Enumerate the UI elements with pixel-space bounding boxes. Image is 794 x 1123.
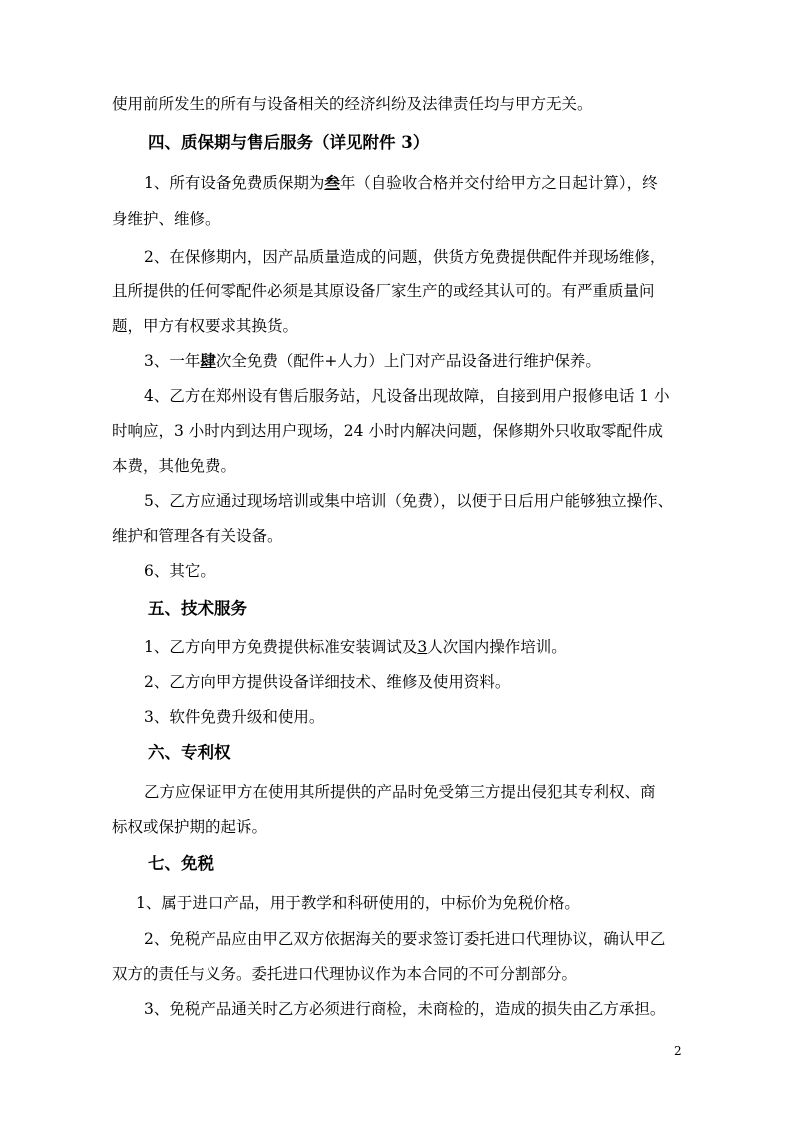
- paragraph-line: [144, 350, 684, 372]
- paragraph-line: 3、免税产品通关时乙方必须进行商检，未商检的，造成的损失由乙方承担。: [144, 1000, 666, 1018]
- paragraph-line: 3、软件免费升级和使用。: [144, 708, 325, 726]
- paragraph-line: 身维护、维修。: [112, 210, 221, 228]
- paragraph-line: 乙方应保证甲方在使用其所提供的产品时免受第三方提出侵犯其专利权、商: [144, 783, 656, 801]
- paragraph-line: 6、其它。: [144, 562, 216, 580]
- paragraph-line: [144, 636, 684, 658]
- paragraph-line: 题，甲方有权要求其换货。: [112, 317, 299, 335]
- section-heading-5: 五、技术服务: [148, 599, 247, 618]
- paragraph-line: 2、在保修期内，因产品质量造成的问题，供货方免费提供配件并现场维修，: [144, 248, 666, 266]
- paragraph-line: 1、属于进口产品，用于教学和科研使用的，中标价为免税价格。: [136, 894, 580, 912]
- paragraph-line: 时响应，3 小时内到达用户现场，24 小时内解决问题，保修期外只收取零配件成: [112, 422, 663, 440]
- paragraph-line: 标权或保护期的起诉。: [112, 818, 268, 836]
- paragraph-line: 5、乙方应通过现场培训或集中培训（免费），以便于日后用户能够独立操作、: [144, 492, 674, 510]
- underlined-value: 叁: [324, 173, 340, 192]
- text-run: 1、所有设备免费质保期为: [144, 174, 325, 192]
- page-number: 2: [674, 1044, 682, 1058]
- text-run: 年（自验收合格并交付给甲方之日起计算），终: [339, 174, 658, 192]
- section-heading-4: 四、质保期与售后服务（详见附件 3）: [148, 133, 430, 152]
- section-heading-6: 六、专利权: [148, 743, 231, 762]
- paragraph-line: 维护和管理各有关设备。: [112, 527, 283, 545]
- paragraph-line: 4、乙方在郑州设有售后服务站，凡设备出现故障，自接到用户报修电话 1 小: [144, 387, 670, 405]
- paragraph-line: 双方的责任与义务。委托进口代理协议作为本合同的不可分割部分。: [112, 965, 578, 983]
- text-run: 次全免费（配件+人力）上门对产品设备进行维护保养。: [215, 352, 601, 370]
- paragraph-line: 本费，其他免费。: [112, 457, 237, 475]
- text-run: 人次国内操作培训。: [427, 638, 567, 656]
- text-run: 3、一年: [144, 352, 201, 370]
- paragraph-line: 2、乙方向甲方提供设备详细技术、维修及使用资料。: [144, 673, 511, 691]
- paragraph-line: 且所提供的任何零配件必须是其原设备厂家生产的或经其认可的。有严重质量问: [112, 282, 655, 300]
- paragraph-line: 使用前所发生的所有与设备相关的经济纠纷及法律责任均与甲方无关。: [112, 95, 593, 113]
- underlined-value: 肆: [200, 351, 216, 370]
- text-run: 1、乙方向甲方免费提供标准安装调试及: [144, 638, 418, 656]
- paragraph-line: [144, 172, 684, 194]
- paragraph-line: 2、免税产品应由甲乙双方依据海关的要求签订委托进口代理协议，确认甲乙: [144, 930, 666, 948]
- section-heading-7: 七、免税: [148, 854, 214, 873]
- underlined-value: 3: [417, 638, 428, 656]
